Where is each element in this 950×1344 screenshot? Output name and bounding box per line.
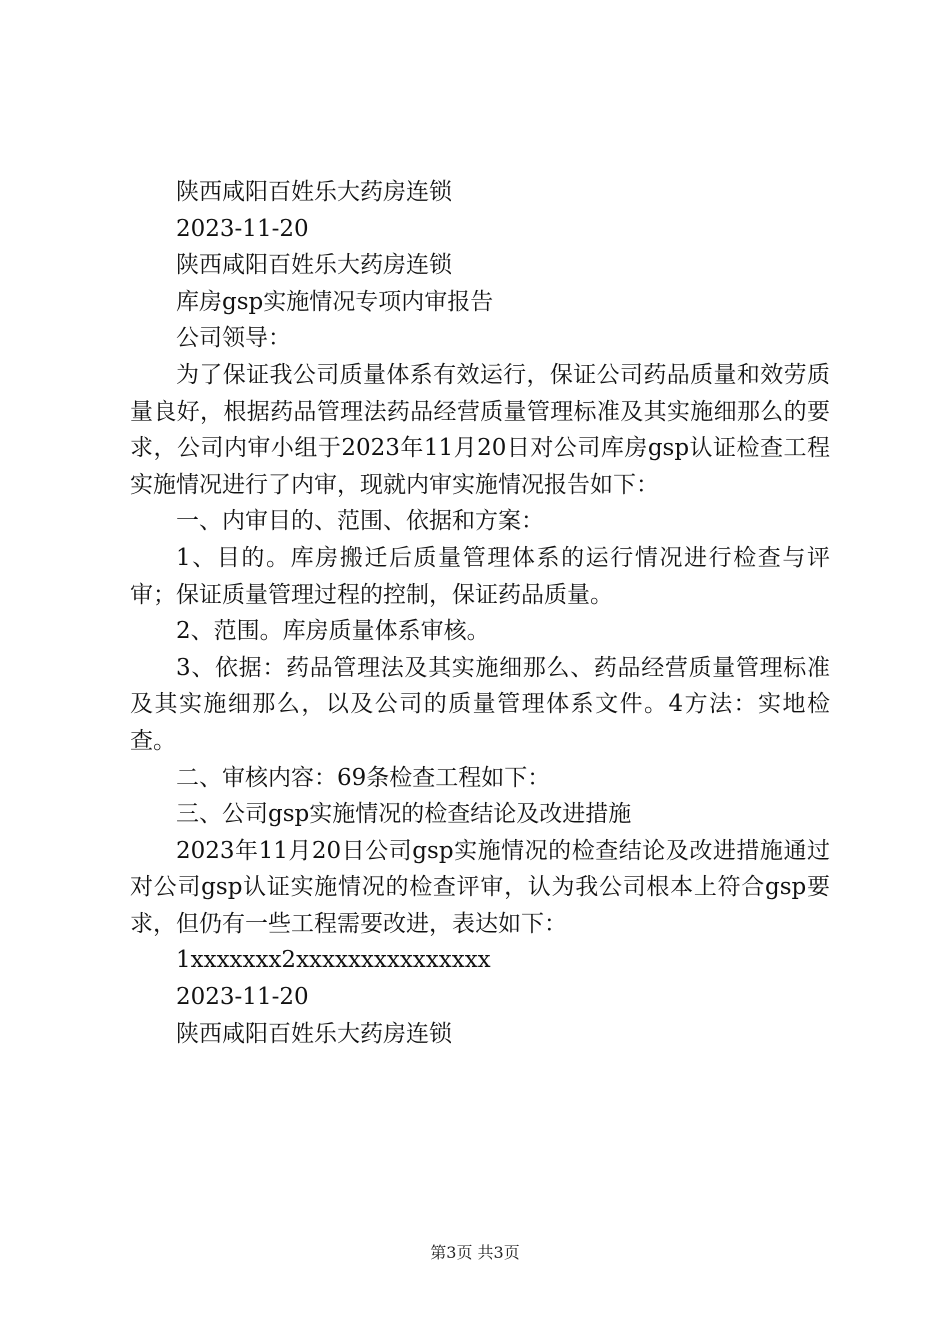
header-date: 2023-11-20	[176, 215, 309, 242]
page-number: 第3页 共3页	[430, 1243, 520, 1262]
salutation: 公司领导：	[176, 325, 291, 352]
sign-date: 2023-11-20	[176, 984, 309, 1011]
section-1-heading: 一、内审目的、范围、依据和方案：	[176, 508, 544, 535]
header-company: 陕西咸阳百姓乐大药房连锁	[176, 179, 452, 205]
conclusion-paragraph: 2023年11月20日公司gsp实施情况的检查结论及改进措施通过对公司gsp认证实施情况的检查评审，认为我公司根本上符合gsp要求，但仍有一些工程需要改进，表达如下：	[130, 837, 830, 937]
header-company-repeat: 陕西咸阳百姓乐大药房连锁	[176, 252, 452, 279]
document-body	[130, 174, 830, 1052]
section-3-heading: 三、公司gsp实施情况的检查结论及改进措施	[176, 801, 632, 828]
list-line: 1xxxxxxx2xxxxxxxxxxxxxxx	[176, 947, 491, 974]
item-2-scope: 2、范围。库房质量体系审核。	[176, 618, 490, 645]
item-1-purpose: 1、目的。库房搬迁后质量管理体系的运行情况进行检查与评审；保证质量管理过程的控制，保证药品质量。	[130, 544, 830, 608]
item-3-basis: 3、依据：药品管理法及其实施细那么、药品经营质量管理标准及其实施细那么，以及公司的质量管理体系文件。4方法：实地检查。	[130, 654, 830, 754]
section-2-heading: 二、审核内容：69条检查工程如下：	[176, 764, 551, 791]
sign-company: 陕西咸阳百姓乐大药房连锁	[176, 1020, 452, 1047]
intro-paragraph: 为了保证我公司质量体系有效运行，保证公司药品质量和效劳质量良好，根据药品管理法药品经营质量管理标准及其实施细那么的要求，公司内审小组于2023年11月20日对公司库房gsp认证检查工程实施情况进行了内审，现就内审实施情况报告如下：	[130, 361, 830, 498]
document-title: 库房gsp实施情况专项内审报告	[176, 288, 494, 315]
